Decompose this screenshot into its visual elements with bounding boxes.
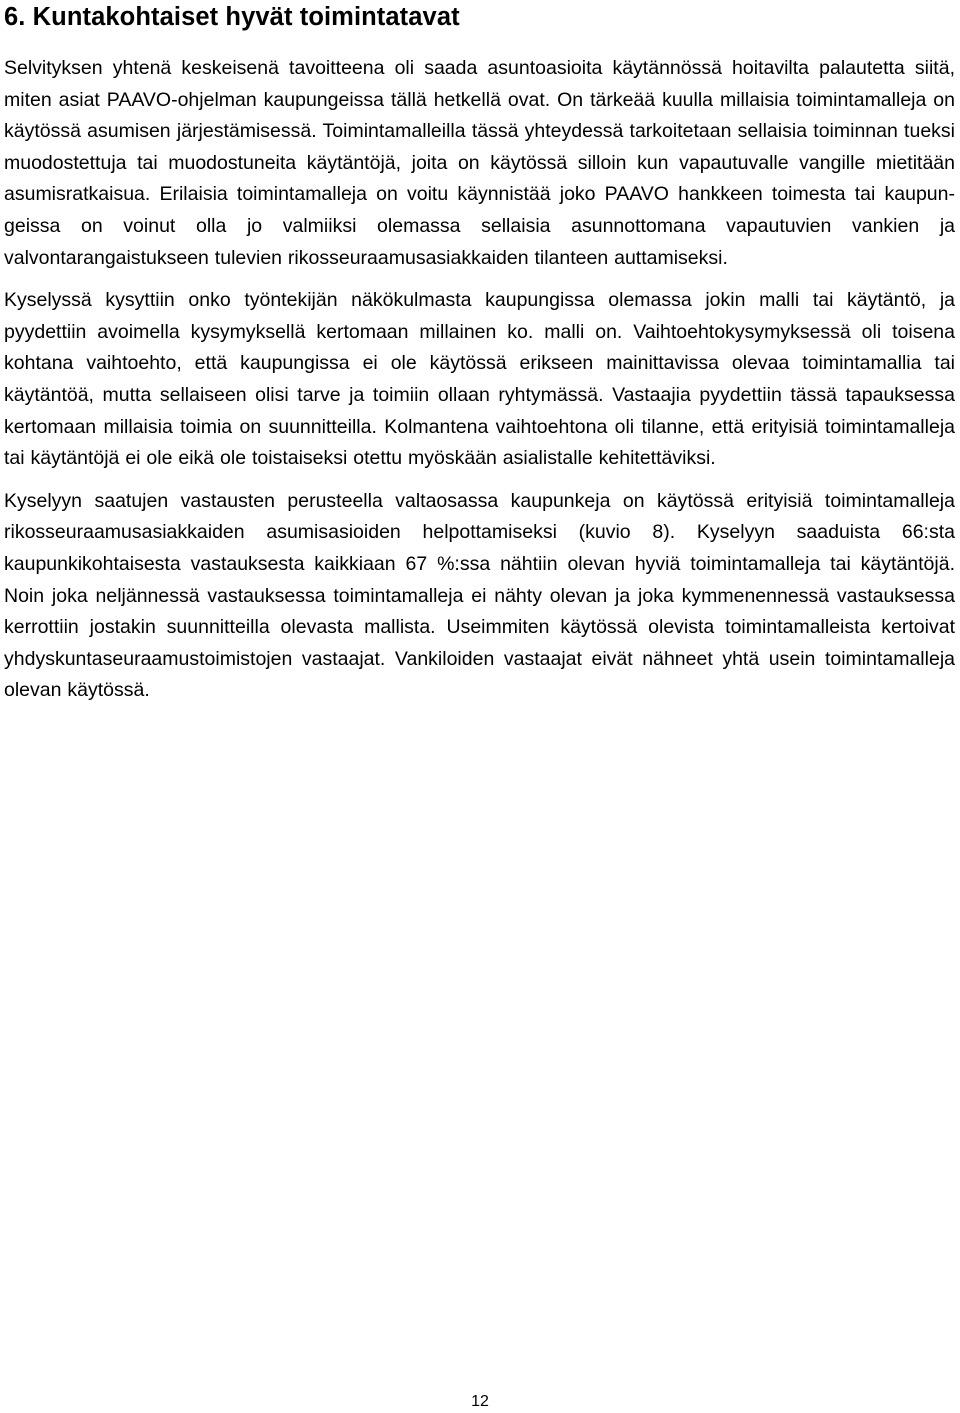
document-page	[4, 0, 955, 707]
page-number: 12	[471, 1393, 489, 1410]
paragraph-survey-results: Kyselyyn saatujen vastausten perusteella valtaosassa kaupunkeja on käytössä erityisiä toimintamalleja rikosseuraamusasiakkaiden asumisasioiden helpottamiseksi (kuvio 8). Kyselyyn saaduista 66:sta kaupunkikohtaisesta vastauksesta kaikkiaan 67 %:ssa nähtiin olevan hyviä toimintamalleja tai käytäntöjä. Noin joka neljännessä vastauksessa toimintamalleja ei nähty olevan ja joka kymmenennessä vastauksessa kerrottiin jostakin suunnitteilla olevasta mallista. Useimmiten käytössä olevista toimintamalleista kertoivat yhdyskuntaseuraamustoimistojen vastaajat. Vankiloiden vastaajat eivät nähneet yhtä usein toimintamalleja olevan käytössä.	[4, 489, 955, 702]
section-heading: 6. Kuntakohtaiset hyvät toimintatavat	[4, 3, 460, 31]
paragraph-survey-question: Kyselyssä kysyttiin onko työntekijän näkökulmasta kaupungissa olemassa jokin malli tai käytäntö, ja pyydettiin avoimella kysymyksellä kertomaan millainen ko. malli on. Vaihtoehtokysymyksessä oli toisena kohtana vaihtoehto, että kaupungissa ei ole käytössä erikseen mainittavissa olevaa toimintamallia tai käytäntöä, mutta sellaiseen olisi tarve ja toimiin ollaan ryhtymässä. Vastaajia pyydettiin tässä tapauksessa kertomaan millaisia toimia on suunnitteilla. Kolmantena vaihtoehtona oli tilanne, että erityisiä toimintamalleja tai käytäntöjä ei ole eikä ole toistaiseksi otettu myöskään asialistalle kehitettäviksi.	[4, 289, 955, 470]
paragraph-intro: Selvityksen yhtenä keskeisenä tavoitteena oli saada asuntoasioita käytännössä hoitavilta palautetta siitä, miten asiat PAAVO-ohjelman kaupungeissa tällä hetkellä ovat. On tärkeää kuulla millaisia toimintamalleja on käytössä asumisen järjestämisessä. Toimintamalleilla tässä yhteydessä tarkoitetaan sellaisia toiminnan tueksi muodostettuja tai muodostuneita käytäntöjä, joita on käytössä silloin kun vapautuvalle vangille mietitään asumisratkaisua. Erilaisia toimintamalleja on voitu käynnistää joko PAAVO hankkeen toimesta tai kaupungeissa on voinut olla jo valmiiksi olemassa sellaisia asunnottomana vapautuvien vankien ja valvontarangaistukseen tulevien rikosseuraamusasiakkaiden tilanteen auttamiseksi.	[4, 57, 955, 269]
